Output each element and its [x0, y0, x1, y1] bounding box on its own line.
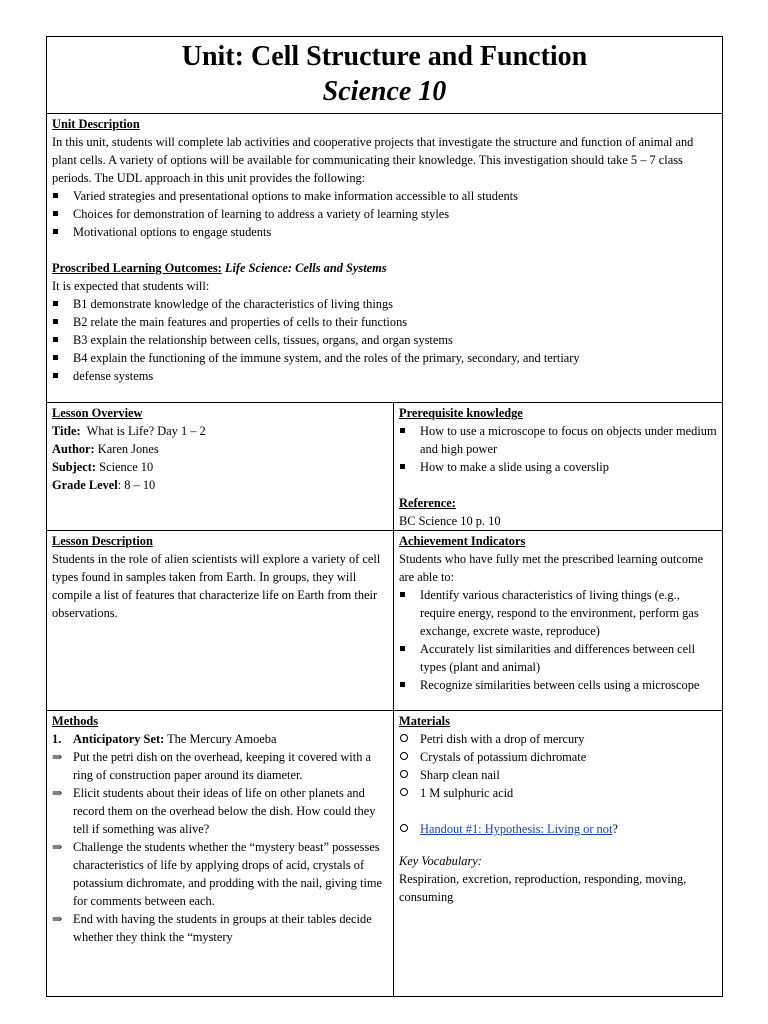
circle-bullet-icon — [400, 770, 408, 778]
achievement-intro: Students who have fully met the prescribed learning outcome are able to: — [399, 552, 704, 584]
lesson-description-heading: Lesson Description — [52, 534, 153, 548]
circle-bullet-icon — [400, 752, 408, 760]
arrow-right-icon: ⇒ — [52, 786, 63, 800]
circle-bullet-icon — [400, 734, 408, 742]
circle-bullet-icon — [400, 824, 408, 832]
list-item: Motivational options to engage students — [52, 223, 717, 241]
unit-description-text: In this unit, students will complete lab activities and cooperative projects that investigate the structure and function of animal and plant cells. A variety of options will be available for communicating their knowledge. This investigation should take 5 – 7 class periods. The UDL approach in this unit provides the following: — [52, 135, 694, 185]
list-item: ⇒ End with having the students in groups at their tables decide whether they think the “mystery — [52, 912, 372, 944]
handout-link[interactable]: Handout #1: Hypothesis: Living or not — [420, 822, 613, 836]
outcomes-bullet-list — [52, 295, 717, 385]
prerequisite-cell — [394, 403, 723, 531]
description-row — [47, 531, 723, 711]
anticipatory-set-line: 1. Anticipatory Set: The Mercury Amoeba — [52, 732, 277, 746]
vocabulary-list: Respiration, excretion, reproduction, responding, moving, consuming — [399, 872, 687, 904]
square-bullet-icon — [400, 464, 405, 469]
square-bullet-icon — [53, 229, 58, 234]
overview-grade-line: Grade Level: 8 – 10 — [52, 478, 156, 492]
square-bullet-icon — [400, 592, 405, 597]
square-bullet-icon — [400, 646, 405, 651]
methods-heading: Methods — [52, 714, 99, 728]
unit-row — [47, 114, 723, 403]
square-bullet-icon — [53, 373, 58, 378]
square-bullet-icon — [53, 319, 58, 324]
outcomes-intro: It is expected that students will: — [52, 279, 210, 293]
materials-cell — [394, 711, 723, 997]
lesson-overview-heading: Lesson Overview — [52, 406, 143, 420]
circle-bullet-icon — [400, 788, 408, 796]
title-cell — [47, 37, 723, 114]
list-item: ⇒ Elicit students about their ideas of life on other planets and record them on the overhead below the dish. How could they tell if something was alive? — [52, 786, 376, 836]
lesson-overview-cell — [47, 403, 394, 531]
lesson-description-text: Students in the role of alien scientists will explore a variety of cell types found in samples taken from Earth. In groups, they will compile a list of features that characterize life on Earth from their observations. — [52, 552, 381, 620]
lesson-title: What is Life? Day 1 – 2 — [86, 424, 206, 438]
square-bullet-icon — [400, 682, 405, 687]
achievement-cell — [394, 531, 723, 711]
author-name: Karen Jones — [97, 442, 159, 456]
outcomes-heading: Proscribed Learning Outcomes: — [52, 261, 222, 275]
list-item: Crystals of potassium dichromate — [399, 748, 717, 766]
arrow-right-icon: ⇒ — [52, 840, 63, 854]
square-bullet-icon — [53, 193, 58, 198]
materials-heading: Materials — [399, 714, 450, 728]
anticipatory-set-title: The Mercury Amoeba — [167, 732, 277, 746]
list-item: B1 demonstrate knowledge of the characteristics of living things — [52, 295, 717, 313]
outcomes-heading-line — [52, 259, 717, 277]
course-title: Science 10 — [322, 76, 447, 107]
prerequisite-heading: Prerequisite knowledge — [399, 406, 523, 420]
list-item: Sharp clean nail — [399, 766, 717, 784]
vocabulary-heading: Key Vocabulary: — [399, 854, 482, 868]
arrow-right-icon: ⇒ — [52, 912, 63, 926]
unit-bullet-list — [52, 187, 717, 241]
unit-cell — [47, 114, 723, 403]
grade-level: : 8 – 10 — [117, 478, 156, 492]
lesson-plan-page — [46, 36, 722, 997]
prerequisite-list — [399, 422, 717, 476]
list-item: B2 relate the main features and properties of cells to their functions — [52, 313, 717, 331]
list-item: How to make a slide using a coverslip — [399, 458, 717, 476]
list-item: Petri dish with a drop of mercury — [399, 730, 717, 748]
title-row — [47, 37, 723, 114]
handout-list — [399, 820, 717, 838]
unit-description-heading: Unit Description — [52, 117, 140, 131]
achievement-list — [399, 586, 717, 694]
list-item: 1 M sulphuric acid — [399, 784, 717, 802]
arrow-right-icon: ⇒ — [52, 750, 63, 764]
overview-row — [47, 403, 723, 531]
unit-title: Unit: Cell Structure and Function — [181, 41, 588, 72]
overview-title-line: Title: What is Life? Day 1 – 2 — [52, 424, 206, 438]
list-item: ⇒ Put the petri dish on the overhead, keeping it covered with a ring of construction paper around its diameter. — [52, 750, 371, 782]
square-bullet-icon — [53, 337, 58, 342]
list-item: Varied strategies and presentational options to make information accessible to all students — [52, 187, 717, 205]
list-item: Identify various characteristics of living things (e.g., require energy, respond to the environment, perform gas exchange, excrete waste, reproduce) — [399, 586, 717, 640]
overview-subject-line: Subject: Science 10 — [52, 460, 154, 474]
list-item: B4 explain the functioning of the immune system, and the roles of the primary, secondary, and tertiary — [52, 349, 717, 367]
methods-cell — [47, 711, 394, 997]
methods-row — [47, 711, 723, 997]
list-item: Choices for demonstration of learning to address a variety of learning styles — [52, 205, 717, 223]
overview-author-line: Author: Karen Jones — [52, 442, 159, 456]
square-bullet-icon — [53, 301, 58, 306]
list-item: B3 explain the relationship between cells, tissues, organs, and organ systems — [52, 331, 717, 349]
reference-value: BC Science 10 p. 10 — [399, 514, 501, 528]
materials-list — [399, 730, 717, 802]
list-item: ⇒ Challenge the students whether the “mystery beast” possesses characteristics of life by applying drops of acid, crystals of potassium dichromate, and prodding with the nail, giving time for comments between each. — [52, 840, 383, 908]
subject-name: Science 10 — [99, 460, 154, 474]
lesson-plan-table — [46, 36, 723, 997]
list-item: Handout #1: Hypothesis: Living or not? — [399, 820, 717, 838]
lesson-description-cell — [47, 531, 394, 711]
square-bullet-icon — [400, 428, 405, 433]
list-item: How to use a microscope to focus on objects under medium and high power — [399, 422, 717, 458]
outcomes-subject: Life Science: Cells and Systems — [224, 261, 387, 275]
list-item: Accurately list similarities and differences between cell types (plant and animal) — [399, 640, 717, 676]
list-item: Recognize similarities between cells using a microscope — [399, 676, 717, 694]
achievement-heading: Achievement Indicators — [399, 534, 526, 548]
square-bullet-icon — [53, 211, 58, 216]
list-item: defense systems — [52, 367, 717, 385]
reference-heading: Reference: — [399, 496, 456, 510]
square-bullet-icon — [53, 355, 58, 360]
